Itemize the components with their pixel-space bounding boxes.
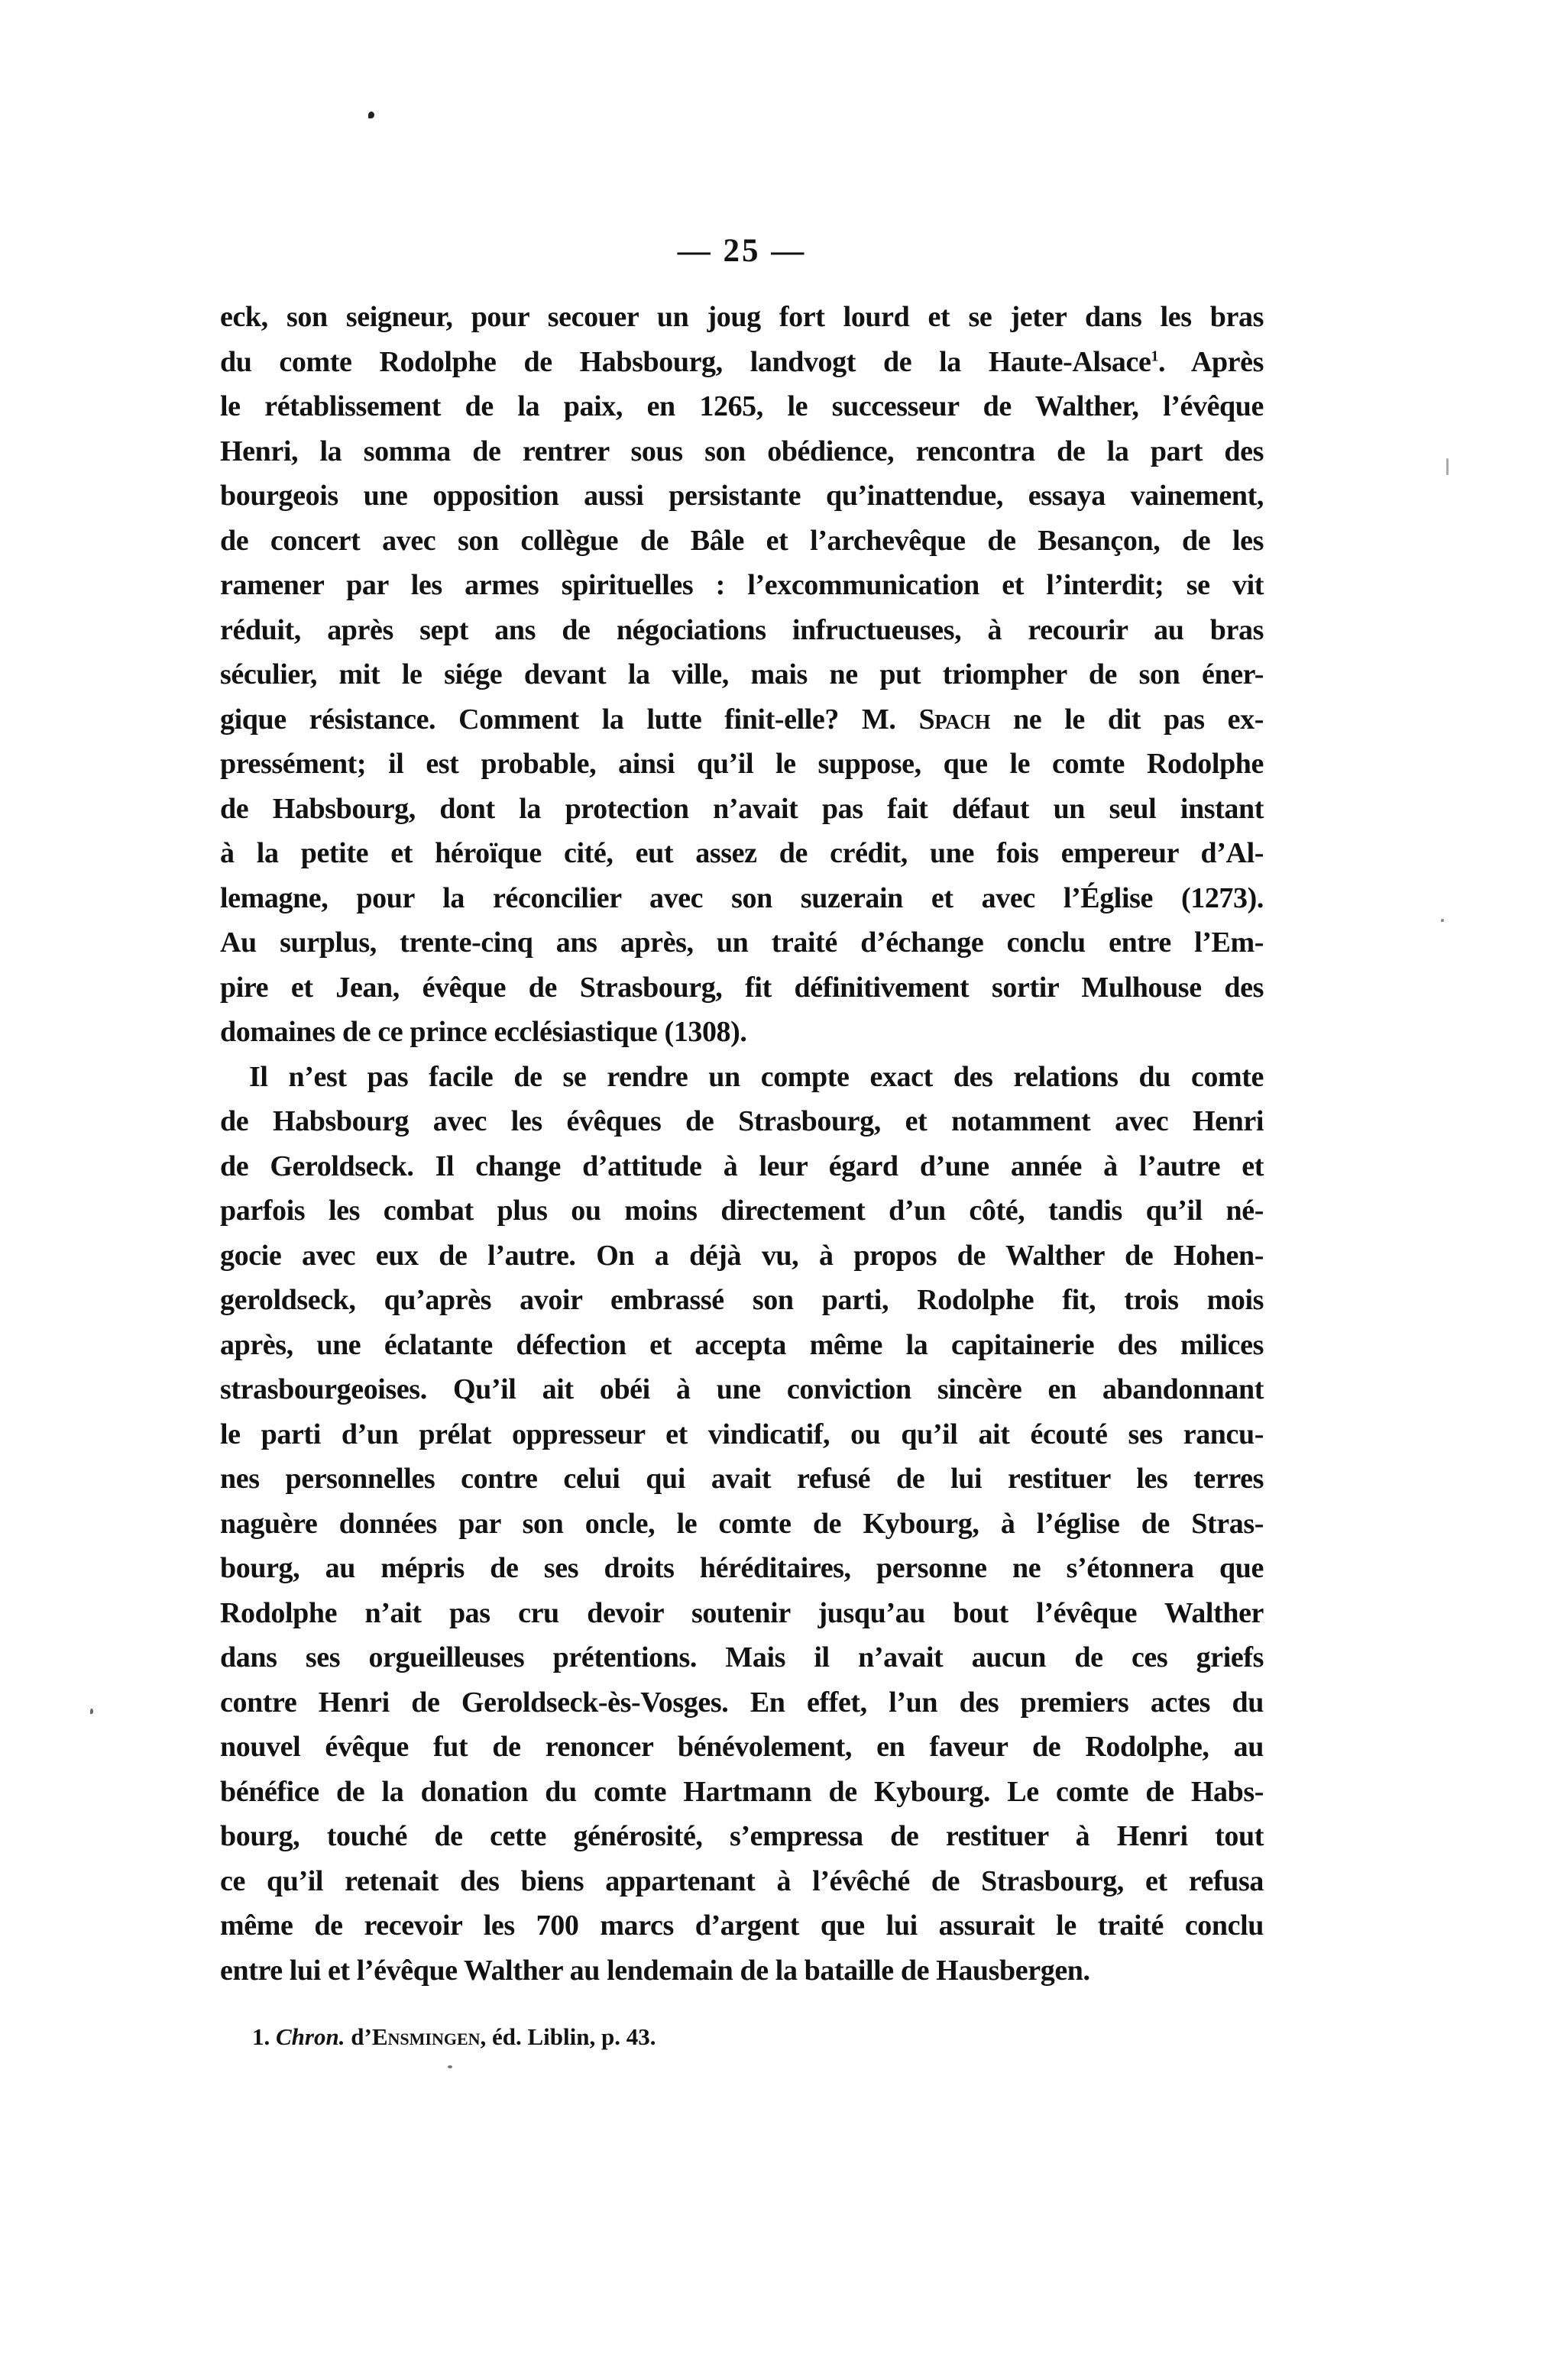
- text-segment: bourg, au mépris de ses droits héréditaires, personne ne s’étonnera que: [220, 1552, 1264, 1584]
- text-line: [220, 1725, 1264, 1770]
- text-line: [220, 652, 1264, 697]
- text-line: [220, 1055, 1264, 1100]
- text-segment: bénéfice de la donation du comte Hartmann de Kybourg. Le comte de Habs-: [220, 1775, 1264, 1808]
- text-line: [220, 697, 1264, 742]
- text-segment: domaines de ce prince ecclésiastique (1308).: [220, 1016, 747, 1048]
- text-line: [220, 1367, 1264, 1412]
- text-segment: contre Henri de Geroldseck-ès-Vosges. En effet, l’un des premiers actes du: [220, 1686, 1264, 1719]
- text-segment: ne le dit pas ex-: [990, 703, 1264, 736]
- scan-speck: [1446, 458, 1449, 475]
- text-line: [220, 1770, 1264, 1815]
- text-segment: ramener par les armes spirituelles : l’excommunication et l’interdit; se vit: [220, 569, 1264, 601]
- text-line: [220, 1635, 1264, 1680]
- text-line: [220, 1457, 1264, 1502]
- text-line: [220, 1278, 1264, 1323]
- text-line: [220, 1859, 1264, 1904]
- text-segment: Chron.: [276, 2023, 345, 2050]
- text-segment: après, une éclatante défection et accepta même la capitainerie des milices: [220, 1328, 1264, 1361]
- text-line: [220, 519, 1264, 564]
- text-segment: de Habsbourg avec les évêques de Strasbourg, et notamment avec Henri: [220, 1105, 1264, 1137]
- text-line: [220, 787, 1264, 832]
- text-segment: Il n’est pas facile de se rendre un compte exact des relations du comte: [249, 1060, 1264, 1093]
- page-number: — 25 —: [677, 233, 807, 269]
- text-segment: naguère données par son oncle, le comte de Kybourg, à l’église de Stras-: [220, 1507, 1264, 1540]
- text-line: [220, 608, 1264, 653]
- text-line: [220, 920, 1264, 965]
- text-line: [220, 1591, 1264, 1636]
- text-line: [220, 429, 1264, 474]
- text-line: [220, 384, 1264, 429]
- text-segment: le parti d’un prélat oppresseur et vindicatif, ou qu’il ait écouté ses rancu-: [220, 1418, 1264, 1450]
- text-line: [220, 1814, 1264, 1859]
- text-segment: séculier, mit le siége devant la ville, mais ne put triompher de son éner-: [220, 658, 1264, 690]
- text-segment: du comte Rodolphe de Habsbourg, landvogt de la Haute-Alsace: [220, 345, 1151, 378]
- text-segment: Au surplus, trente-cinq ans après, un traité d’échange conclu entre l’Em-: [220, 926, 1264, 959]
- text-segment: gocie avec eux de l’autre. On a déjà vu, à propos de Walther de Hohen-: [220, 1239, 1264, 1272]
- text-line: [220, 1099, 1264, 1144]
- text-segment: 1.: [252, 2023, 276, 2050]
- text-line: [220, 1502, 1264, 1547]
- text-segment: de concert avec son collègue de Bâle et l’archevêque de Besançon, de les: [220, 524, 1264, 557]
- text-segment: parfois les combat plus ou moins directement d’un côté, tandis qu’il né-: [220, 1195, 1264, 1227]
- text-line: [220, 474, 1264, 519]
- text-segment: Ensmingen: [371, 2023, 481, 2050]
- text-segment: dans ses orgueilleuses prétentions. Mais il n’avait aucun de ces griefs: [220, 1641, 1264, 1673]
- text-line: [220, 965, 1264, 1011]
- text-line: [220, 1010, 1264, 1055]
- text-segment: bourg, touché de cette générosité, s’empressa de restituer à Henri tout: [220, 1820, 1264, 1852]
- text-line: [220, 1948, 1264, 1994]
- text-line: [220, 831, 1264, 876]
- footnote: [220, 2019, 1264, 2055]
- scan-speck: [368, 112, 374, 118]
- text-segment: bourgeois une opposition aussi persistante qu’inattendue, essaya vainement,: [220, 480, 1264, 512]
- text-segment: nouvel évêque fut de renoncer bénévolement, en faveur de Rodolphe, au: [220, 1731, 1264, 1763]
- text-segment: d’: [345, 2023, 372, 2050]
- text-line: [220, 1234, 1264, 1279]
- text-line: [220, 563, 1264, 608]
- text-line: [220, 1188, 1264, 1234]
- scan-speck: [90, 1709, 93, 1714]
- text-line: [220, 1323, 1264, 1368]
- text-segment: Henri, la somma de rentrer sous son obédience, rencontra de la part des: [220, 435, 1264, 467]
- text-line: [220, 1680, 1264, 1725]
- text-segment: même de recevoir les 700 marcs d’argent que lui assurait le traité conclu: [220, 1909, 1264, 1942]
- footnote-line: [220, 2019, 1264, 2055]
- text-segment: Rodolphe n’ait pas cru devoir soutenir jusqu’au bout l’évêque Walther: [220, 1596, 1264, 1629]
- text-segment: . Après: [1157, 345, 1264, 378]
- text-segment: geroldseck, qu’après avoir embrassé son parti, Rodolphe fit, trois mois: [220, 1284, 1264, 1316]
- text-segment: lemagne, pour la réconcilier avec son suzerain et avec l’Église (1273).: [220, 881, 1264, 914]
- text-segment: pire et Jean, évêque de Strasbourg, fit définitivement sortir Mulhouse des: [220, 971, 1264, 1004]
- text-segment: réduit, après sept ans de négociations infructueuses, à recourir au bras: [220, 613, 1264, 646]
- text-segment: pressément; il est probable, ainsi qu’il le suppose, que le comte Rodolphe: [220, 748, 1264, 780]
- text-line: [220, 742, 1264, 787]
- text-line: [220, 1546, 1264, 1591]
- text-segment: , éd. Liblin, p. 43.: [480, 2023, 656, 2050]
- text-line: [220, 876, 1264, 921]
- text-segment: ce qu’il retenait des biens appartenant à l’évêché de Strasbourg, et refusa: [220, 1864, 1264, 1897]
- scan-speck: [448, 2065, 452, 2068]
- text-line: [220, 1903, 1264, 1948]
- text-segment: 1: [1151, 347, 1158, 364]
- text-line: [220, 340, 1264, 385]
- text-segment: de Geroldseck. Il change d’attitude à leur égard d’une année à l’autre et: [220, 1150, 1264, 1182]
- text-segment: de Habsbourg, dont la protection n’avait pas fait défaut un seul instant: [220, 792, 1264, 825]
- text-segment: nes personnelles contre celui qui avait refusé de lui restituer les terres: [220, 1463, 1264, 1495]
- text-segment: le rétablissement de la paix, en 1265, le successeur de Walther, l’évêque: [220, 390, 1264, 422]
- text-segment: à la petite et héroïque cité, eut assez de crédit, une fois empereur d’Al-: [220, 837, 1264, 869]
- text-segment: Spach: [918, 703, 991, 736]
- scan-speck: [1441, 919, 1444, 922]
- body-text: [220, 295, 1264, 1993]
- text-segment: gique résistance. Comment la lutte finit-elle? M.: [220, 703, 919, 736]
- text-line: [220, 1412, 1264, 1457]
- text-segment: strasbourgeoises. Qu’il ait obéi à une conviction sincère en abandonnant: [220, 1373, 1264, 1405]
- text-line: [220, 295, 1264, 340]
- text-segment: entre lui et l’évêque Walther au lendemain de la bataille de Hausbergen.: [220, 1954, 1090, 1987]
- text-line: [220, 1144, 1264, 1189]
- text-segment: eck, son seigneur, pour secouer un joug fort lourd et se jeter dans les bras: [220, 301, 1264, 333]
